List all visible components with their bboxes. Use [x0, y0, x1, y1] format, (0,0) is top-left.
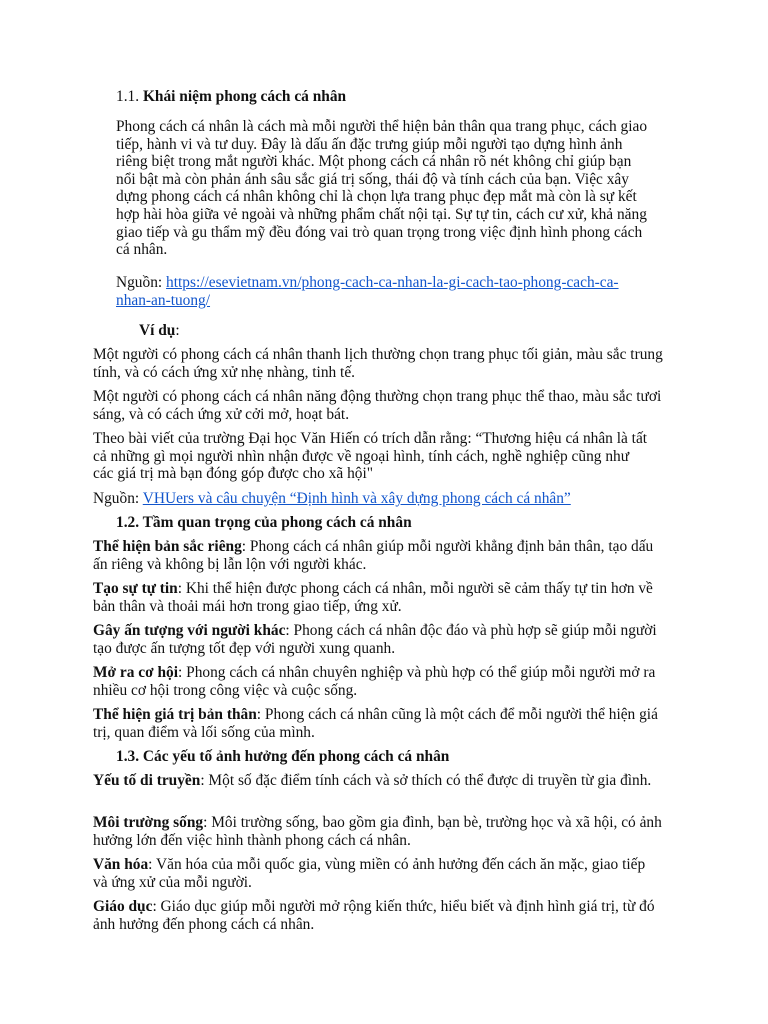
section-heading-1-1 [116, 88, 656, 106]
source-line-1 [116, 274, 651, 309]
example-paragraph-1: Một người có phong cách cá nhân thanh lịch thường chọn trang phục tối giản, màu sắc trung tính, và có cách ứng xử nhẹ nhàng, tinh tế. [93, 346, 663, 381]
heading-title: Khái niệm phong cách cá nhân [142, 88, 347, 105]
example-paragraph-2: Một người có phong cách cá nhân năng động thường chọn trang phục thể thao, màu sắc tươi sáng, và có cách ứng xử cởi mở, hoạt bát. [93, 388, 662, 423]
item-text: : Môi trường sống, bao gồm gia đình, bạn bè, trường học và xã hội, có ảnh hưởng lớn đến việc hình thành phong cách cá nhân. [93, 814, 662, 849]
item-term: Tạo sự tự tin [93, 580, 178, 597]
heading-number: 1.1. [116, 88, 140, 105]
item-text: : Phong cách cá nhân độc đáo và phù hợp sẽ giúp mỗi người tạo được ấn tượng tốt đẹp với người xung quanh. [93, 622, 657, 657]
item-text: : Giáo dục giúp mỗi người mở rộng kiến thức, hiểu biết và định hình giá trị, từ đó ảnh hưởng đến phong cách cá nhân. [93, 898, 655, 933]
source-link-vhuers[interactable]: VHUers và câu chuyện “Định hình và xây dựng phong cách cá nhân” [142, 490, 571, 507]
item-term: Mở ra cơ hội [93, 664, 179, 681]
item-text: : Phong cách cá nhân chuyên nghiệp và phù hợp có thể giúp mỗi người mở ra nhiều cơ hội trong công việc và cuộc sống. [93, 664, 656, 699]
factor-item [93, 856, 663, 891]
example-heading [139, 322, 439, 340]
importance-item [93, 664, 663, 699]
heading-text: 1.2. Tầm quan trọng của phong cách cá nhân [116, 514, 412, 531]
item-text: : Văn hóa của mỗi quốc gia, vùng miền có ảnh hưởng đến cách ăn mặc, giao tiếp và ứng xử của mỗi người. [93, 856, 646, 891]
item-term: Thể hiện bản sắc riêng [93, 538, 242, 555]
item-term: Thể hiện giá trị bản thân [93, 706, 257, 723]
item-term: Môi trường sống [93, 814, 204, 831]
importance-item [93, 622, 663, 657]
importance-item [93, 706, 663, 741]
item-term: Giáo dục [93, 898, 153, 915]
item-text: : Khi thể hiện được phong cách cá nhân, mỗi người sẽ cảm thấy tự tin hơn về bản thân và thoải mái hơn trong giao tiếp, ứng xử. [93, 580, 653, 615]
factor-item [93, 898, 663, 933]
source-line-2 [93, 490, 673, 508]
factor-item [93, 772, 663, 790]
example-label: Ví dụ [139, 322, 176, 339]
example-colon: : [175, 322, 180, 339]
item-term: Gây ấn tượng với người khác [93, 622, 286, 639]
factor-item [93, 814, 663, 849]
section-heading-1-2 [116, 514, 656, 532]
item-text: : Một số đặc điểm tính cách và sở thích có thể được di truyền từ gia đình. [200, 772, 652, 789]
item-term: Văn hóa [93, 856, 149, 873]
heading-text: 1.3. Các yếu tố ảnh hưởng đến phong cách cá nhân [116, 748, 450, 765]
item-term: Yếu tố di truyền [93, 772, 201, 789]
source-label: Nguồn: [116, 274, 167, 291]
importance-item [93, 538, 663, 573]
item-text: : Phong cách cá nhân cũng là một cách để mỗi người thể hiện giá trị, quan điểm và lối sống của mình. [93, 706, 658, 741]
source-label: Nguồn: [93, 490, 143, 507]
definition-paragraph: Phong cách cá nhân là cách mà mỗi người thể hiện bản thân qua trang phục, cách giao tiếp, hành vi và tư duy. Đây là dấu ấn đặc trưng giúp mỗi người tạo dựng hình ảnh riêng biệt trong mắt người khác. Một phong cách cá nhân rõ nét không chỉ giúp bạn nổi bật mà còn phản ánh sâu sắc giá trị sống, thái độ và tính cách của bạn. Việc xây dựng phong cách cá nhân không chỉ là chọn lựa trang phục đẹp mắt mà còn là sự kết hợp hài hòa giữa vẻ ngoài và những phẩm chất nội tại. Sự tự tin, cách cư xử, khả năng giao tiếp và gu thẩm mỹ đều đóng vai trò quan trọng trong việc định hình phong cách cá nhân. [116, 118, 648, 259]
quote-paragraph: Theo bài viết của trường Đại học Văn Hiến có trích dẫn rằng: “Thương hiệu cá nhân là tất cả những gì mọi người nhìn nhận được về ngoại hình, tính cách, nghề nghiệp cũng như các giá trị mà bạn đóng góp được cho xã hội" [93, 430, 648, 483]
source-link-esevietnam[interactable]: https://esevietnam.vn/phong-cach-ca-nhan-la-gi-cach-tao-phong-cach-ca-nhan-an-tuong/ [116, 274, 619, 309]
importance-item [93, 580, 663, 615]
section-heading-1-3 [116, 748, 656, 766]
item-text: : Phong cách cá nhân giúp mỗi người khẳng định bản thân, tạo dấu ấn riêng và không bị lẫn lộn với người khác. [93, 538, 654, 573]
